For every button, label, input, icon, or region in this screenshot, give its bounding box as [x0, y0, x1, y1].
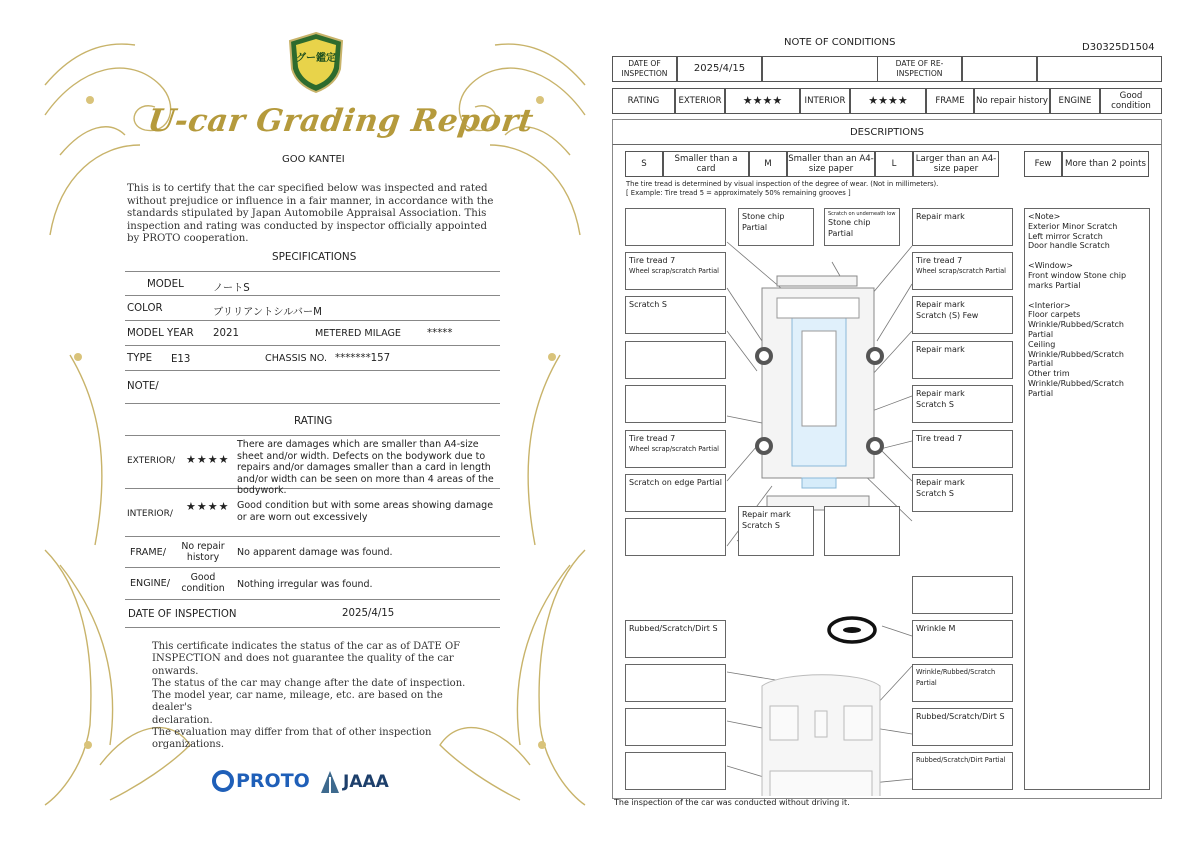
condition-box [824, 506, 900, 556]
condition-box-tire-front-right [912, 252, 1013, 290]
chassis-value: *******157 [335, 353, 391, 364]
mileage-label: METERED MILAGE [315, 328, 401, 339]
rating-row-date [125, 600, 500, 628]
condition-box-repair-scratch [912, 296, 1013, 334]
condition-text: Wheel scrap/scratch Partial [629, 445, 719, 453]
report-subtitle: GOO KANTEI [282, 154, 345, 165]
disclaimer-line: INSPECTION and does not guarantee the quality of the car onwards. [152, 653, 454, 677]
frame-description: No apparent damage was found. [237, 547, 393, 558]
rating-label: RATING [612, 88, 675, 114]
condition-box-repair [912, 341, 1013, 379]
document-code: D30325D1504 [1082, 42, 1155, 53]
frame-label: FRAME/ [130, 547, 166, 558]
note-line: <Window> [1028, 261, 1073, 271]
note-line: Exterior Minor Scratch [1028, 221, 1118, 231]
legend-l: L [875, 151, 913, 177]
grading-certificate [40, 25, 590, 825]
condition-box [625, 752, 726, 790]
exterior-stars: ★★★★ [725, 88, 800, 114]
condition-text: Repair mark [916, 212, 965, 221]
date-of-inspection-label: DATE OF INSPECTION [612, 56, 677, 82]
condition-box-repair-scratch [912, 474, 1013, 512]
condition-text: Stone chip Partial [828, 218, 871, 238]
condition-text: Tire tread 7 [916, 256, 963, 265]
mileage-value: ***** [427, 328, 453, 339]
note-line: Door handle Scratch [1028, 241, 1110, 251]
descriptions-heading: DESCRIPTIONS [612, 119, 1162, 145]
note-line: <Interior> [1028, 300, 1071, 310]
condition-box [625, 518, 726, 556]
note-line: Wrinkle/Rubbed/Scratch Partial [1028, 349, 1124, 369]
exterior-label: EXTERIOR/ [127, 456, 176, 466]
condition-text: Scratch (S) Few [916, 311, 979, 320]
condition-text: Wheel scrap/scratch Partial [916, 267, 1006, 275]
spec-row-note [125, 371, 500, 404]
condition-box-interior [625, 620, 726, 658]
type-label: TYPE [127, 353, 153, 364]
conditions-title: NOTE OF CONDITIONS [784, 37, 896, 48]
condition-box-interior [912, 708, 1013, 746]
condition-box-interior [912, 620, 1013, 658]
tread-note: The tire tread is determined by visual inspection of the degree of wear. (Not in millimeters). [626, 180, 939, 188]
note-spacer [1028, 251, 1146, 261]
legend-s: S [625, 151, 663, 177]
badge-text: グー鑑定 [296, 53, 336, 64]
engine-value: Good condition [1100, 88, 1162, 114]
chassis-label: CHASSIS NO. [265, 353, 328, 364]
condition-text: Wheel scrap/scratch Partial [629, 267, 719, 275]
frame-value: No repair history [974, 88, 1050, 114]
disclaimer-line: declaration. [152, 714, 213, 726]
condition-box [625, 708, 726, 746]
tread-example: [ Example: Tire tread 5 = approximately 50% remaining grooves ] [626, 189, 851, 197]
condition-box-tire-rear-left [625, 430, 726, 468]
model-label: MODEL [147, 279, 184, 290]
re-inspection-label: DATE OF RE-INSPECTION [877, 56, 962, 82]
condition-box-interior [912, 664, 1013, 702]
condition-box-edge [625, 474, 726, 512]
color-label: COLOR [127, 303, 163, 314]
note-line: Other trim [1028, 369, 1070, 379]
condition-text: Scratch S [916, 489, 954, 498]
date-blank [762, 56, 890, 82]
color-value: ブリリアントシルバーM [213, 307, 322, 318]
condition-box-tire-rear-right [912, 430, 1013, 468]
condition-text: Scratch S [916, 400, 954, 409]
legend-m-desc: Smaller than an A4-size paper [787, 151, 875, 177]
interior-stars: ★★★★ [186, 500, 230, 513]
spec-row-year [125, 321, 500, 346]
conditions-footer: The inspection of the car was conducted without driving it. [614, 798, 850, 807]
condition-box-steering [912, 576, 1013, 614]
disclaimer-line: This certificate indicates the status of the car as of DATE OF [152, 641, 461, 652]
condition-text: Rubbed/Scratch/Dirt S [629, 624, 718, 633]
condition-text: Tire tread 7 [916, 434, 963, 443]
condition-box-repair-scratch [912, 385, 1013, 423]
spec-row-color [125, 296, 500, 321]
condition-text: Repair mark [742, 510, 791, 519]
rating-row-exterior [125, 435, 500, 496]
legend-few: Few [1024, 151, 1062, 177]
condition-box-stone-chip [738, 208, 814, 246]
interior-description: Good condition but with some areas showing damage or are worn out excessively [237, 500, 494, 523]
re-inspection-value [962, 56, 1037, 82]
jaaa-text: JAAA [343, 772, 389, 792]
disclaimer-line: The status of the car may change after the date of inspection. [152, 677, 466, 689]
model-year-value: 2021 [213, 328, 239, 339]
proto-text: PROTO [236, 770, 310, 792]
condition-text: Tire tread 7 [629, 434, 676, 443]
condition-text: Stone chip Partial [742, 212, 785, 232]
engine-value: Good condition [181, 572, 225, 594]
engine-label: ENGINE/ [130, 578, 170, 589]
date-of-inspection-value: 2025/4/15 [677, 56, 762, 82]
condition-box [625, 341, 726, 379]
note-line: Left mirror Scratch [1028, 231, 1103, 241]
rating-row-frame [125, 537, 500, 568]
condition-text: Wrinkle/Rubbed/Scratch Partial [916, 668, 996, 687]
note-label: NOTE/ [127, 381, 159, 392]
certificate-disclaimer [152, 641, 482, 752]
exterior-stars: ★★★★ [186, 453, 230, 466]
condition-text: Scratch on edge Partial [629, 478, 723, 487]
legend-m: M [749, 151, 787, 177]
note-line: Wrinkle/Rubbed/Scratch Partial [1028, 320, 1124, 339]
inspection-date-value: 2025/4/15 [342, 608, 395, 619]
certification-text: This is to certify that the car specified below was inspected and rated without prejudice or influence in a fair manner, in accordance with the standards stipulated by Japan Automobile Appraisal Association. This inspection and rating was conducted by inspector officially appointed by PROTO cooperation. [127, 183, 494, 245]
interior-stars: ★★★★ [850, 88, 926, 114]
notes-panel [1024, 208, 1150, 790]
jaaa-logo [320, 770, 389, 794]
condition-box [625, 385, 726, 423]
condition-text: Repair mark [916, 389, 965, 398]
report-title: U-car Grading Report [145, 103, 536, 139]
legend-few-desc: More than 2 points [1062, 151, 1149, 177]
condition-text: Repair mark [916, 300, 965, 309]
note-of-conditions [612, 36, 1164, 816]
engine-description: Nothing irregular was found. [237, 579, 373, 590]
disclaimer-line: The model year, car name, mileage, etc. are based on the dealer's [152, 690, 443, 714]
condition-text: Scratch S [629, 300, 667, 309]
goo-kantei-badge [288, 31, 344, 93]
condition-text: Rubbed/Scratch/Dirt S [916, 712, 1005, 721]
rating-row-interior [125, 489, 500, 537]
legend-l-desc: Larger than an A4-size paper [913, 151, 999, 177]
condition-box [625, 664, 726, 702]
inspection-date-label: DATE OF INSPECTION [128, 609, 237, 620]
condition-box-tire-front-left [625, 252, 726, 290]
condition-text: Rubbed/Scratch/Dirt Partial [916, 756, 1006, 764]
condition-box-scratch [625, 296, 726, 334]
spec-row-model [125, 271, 500, 296]
interior-label: INTERIOR [800, 88, 850, 114]
legend-s-desc: Smaller than a card [663, 151, 749, 177]
rating-heading: RATING [294, 415, 333, 427]
disclaimer-line: The evaluation may differ from that of other inspection organizations. [152, 727, 432, 751]
note-line: Floor carpets [1028, 310, 1081, 320]
condition-text: Scratch S [742, 521, 780, 530]
proto-mark-icon [212, 770, 234, 792]
model-year-label: MODEL YEAR [127, 328, 194, 339]
condition-text: Wrinkle M [916, 624, 956, 633]
condition-box [625, 208, 726, 246]
condition-text: Tire tread 7 [629, 256, 676, 265]
note-line: Front window Stone chip marks Partial [1028, 270, 1127, 290]
note-line: Ceiling [1028, 339, 1056, 349]
spec-row-type [125, 346, 500, 371]
model-value: ノートS [213, 283, 250, 294]
specifications-heading: SPECIFICATIONS [272, 251, 357, 263]
condition-box-repair-rear [738, 506, 814, 556]
interior-label: INTERIOR/ [127, 509, 173, 519]
condition-text: Repair mark [916, 478, 965, 487]
exterior-label: EXTERIOR [675, 88, 725, 114]
condition-text: Repair mark [916, 345, 965, 354]
condition-box-repair [912, 208, 1013, 246]
condition-text: Scratch on underneath low [828, 211, 896, 217]
rating-row-engine [125, 568, 500, 600]
frame-value: No repair history [181, 541, 225, 563]
proto-logo [212, 770, 310, 792]
engine-label: ENGINE [1050, 88, 1100, 114]
note-line: <Note> [1028, 212, 1061, 221]
note-spacer [1028, 291, 1146, 301]
frame-label: FRAME [926, 88, 974, 114]
exterior-description: There are damages which are smaller than A4-size sheet and/or width. Defects on the bodywork due to repairs and/or damages smaller than a card in length and/or width can be seen on more than 4 areas of the bodywork. [237, 439, 494, 496]
condition-box-interior [912, 752, 1013, 790]
condition-box-underneath [824, 208, 900, 246]
type-value: E13 [171, 354, 191, 365]
re-inspection-blank [1037, 56, 1162, 82]
jaaa-mark-icon [320, 770, 340, 794]
note-line: Wrinkle/Rubbed/Scratch Partial [1028, 378, 1124, 398]
